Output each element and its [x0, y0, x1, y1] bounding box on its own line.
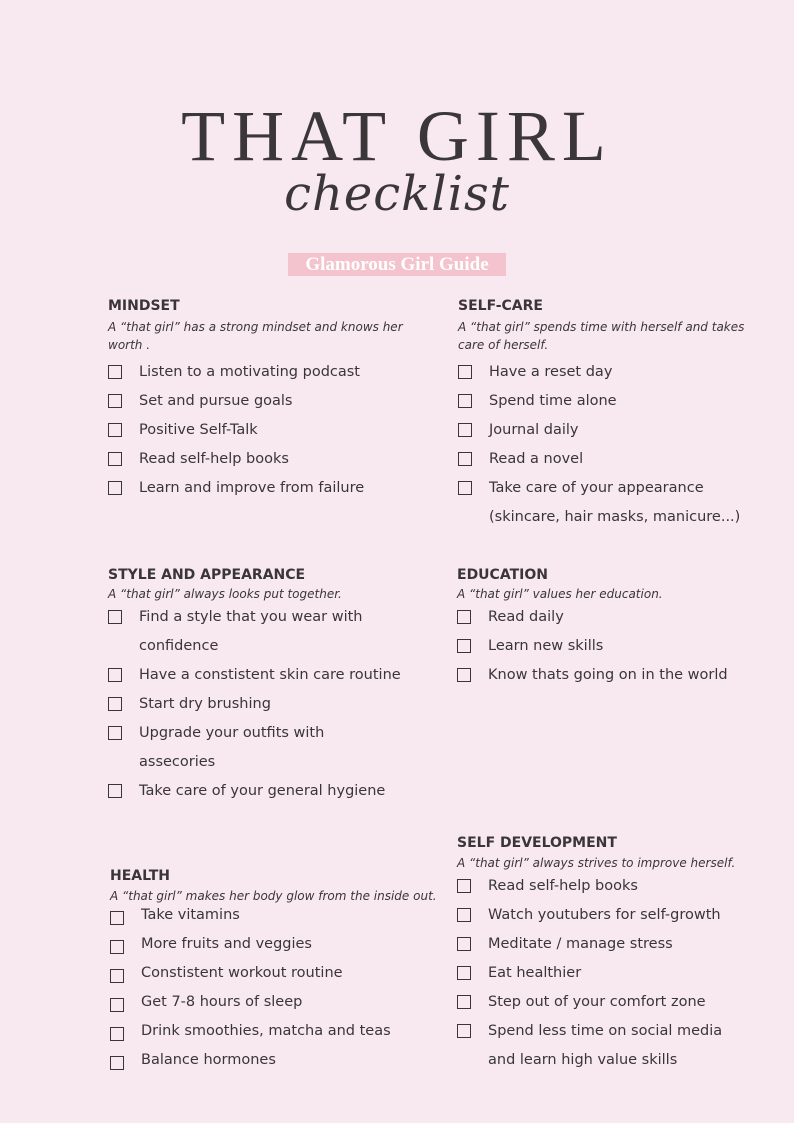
checklist-item[interactable] [108, 603, 408, 661]
item-label: Take care of your appearance (skincare, hair masks, manicure...) [489, 480, 741, 525]
item-label: Read self-help books [139, 451, 289, 467]
item-label: Step out of your comfort zone [488, 994, 706, 1010]
item-label: Get 7-8 hours of sleep [141, 994, 303, 1010]
checkbox[interactable] [458, 452, 472, 466]
checklist-item[interactable] [108, 777, 408, 806]
checklist-item[interactable] [458, 445, 768, 474]
checklist-item[interactable] [108, 474, 408, 503]
item-label: Know thats going on in the world [488, 667, 728, 683]
checkbox[interactable] [110, 940, 124, 954]
checklist-item[interactable] [457, 988, 767, 1017]
checkbox[interactable] [110, 1056, 124, 1070]
section-description: A “that girl” spends time with herself and takes care of herself. [458, 320, 745, 352]
checklist-item[interactable] [108, 690, 408, 719]
section-title: HEALTH [110, 868, 170, 884]
section-title: SELF DEVELOPMENT [457, 835, 617, 851]
checkbox[interactable] [458, 481, 472, 495]
section-education [457, 566, 767, 690]
checklist-item[interactable] [457, 632, 767, 661]
checkbox[interactable] [457, 639, 471, 653]
item-label: Upgrade your outfits with assecories [139, 725, 325, 770]
checkbox[interactable] [108, 394, 122, 408]
checkbox[interactable] [108, 784, 122, 798]
item-label: More fruits and veggies [141, 936, 312, 952]
checklist-item[interactable] [108, 358, 408, 387]
checkbox[interactable] [110, 998, 124, 1012]
item-label: Spend less time on social media and learn high value skills [488, 1023, 723, 1068]
checkbox[interactable] [108, 726, 122, 740]
checklist-item[interactable] [108, 445, 408, 474]
checkbox[interactable] [458, 423, 472, 437]
checklist-item[interactable] [108, 661, 408, 690]
checklist-item[interactable] [110, 901, 440, 930]
section-description: A “that girl” values her education. [457, 587, 663, 601]
section-health [110, 867, 440, 1075]
checkbox[interactable] [457, 668, 471, 682]
item-label: Meditate / manage stress [488, 936, 673, 952]
checklist-item[interactable] [458, 387, 768, 416]
checkbox[interactable] [458, 394, 472, 408]
item-label: Set and pursue goals [139, 393, 293, 409]
checklist-item[interactable] [110, 1017, 440, 1046]
checklist-item[interactable] [108, 416, 408, 445]
checklist-item[interactable] [110, 1046, 440, 1075]
checkbox[interactable] [108, 481, 122, 495]
item-label: Balance hormones [141, 1052, 276, 1068]
checkbox[interactable] [457, 879, 471, 893]
item-label: Spend time alone [489, 393, 617, 409]
section-description: A “that girl” always looks put together. [108, 587, 342, 601]
checklist-item[interactable] [457, 872, 767, 901]
checklist-item[interactable] [457, 959, 767, 988]
checkbox[interactable] [108, 423, 122, 437]
checkbox[interactable] [110, 969, 124, 983]
checkbox[interactable] [108, 610, 122, 624]
checkbox[interactable] [108, 697, 122, 711]
checkbox[interactable] [110, 1027, 124, 1041]
item-label: Learn new skills [488, 638, 604, 654]
checklist-item[interactable] [108, 387, 408, 416]
section-title: STYLE AND APPEARANCE [108, 567, 306, 583]
item-label: Take care of your general hygiene [139, 783, 386, 799]
page-title: THAT GIRL [181, 96, 613, 176]
checkbox[interactable] [110, 911, 124, 925]
section-self-development [457, 834, 767, 1075]
checkbox[interactable] [457, 908, 471, 922]
section-self-care [458, 297, 768, 532]
checkbox[interactable] [457, 966, 471, 980]
checklist-item[interactable] [110, 988, 440, 1017]
item-label: Start dry brushing [139, 696, 271, 712]
item-label: Read a novel [489, 451, 584, 467]
checklist-item[interactable] [110, 930, 440, 959]
section-mindset [108, 297, 408, 503]
item-label: Have a constistent skin care routine [139, 667, 401, 683]
checkbox[interactable] [457, 610, 471, 624]
item-label: Read daily [488, 609, 564, 625]
item-label: Drink smoothies, matcha and teas [141, 1023, 391, 1039]
item-label: Journal daily [489, 422, 579, 438]
checklist-item[interactable] [457, 603, 767, 632]
page-subtitle: checklist [284, 166, 510, 222]
item-label: Learn and improve from failure [139, 480, 365, 496]
checklist-item[interactable] [457, 901, 767, 930]
item-label: Watch youtubers for self-growth [488, 907, 721, 923]
item-label: Eat healthier [488, 965, 582, 981]
checklist-item[interactable] [457, 1017, 767, 1075]
checklist-item[interactable] [458, 474, 768, 532]
checkbox[interactable] [108, 452, 122, 466]
checkbox[interactable] [108, 365, 122, 379]
section-title: EDUCATION [457, 567, 548, 583]
checklist-item[interactable] [458, 416, 768, 445]
item-label: Positive Self-Talk [139, 422, 258, 438]
item-label: Have a reset day [489, 364, 613, 380]
checkbox[interactable] [108, 668, 122, 682]
item-label: Find a style that you wear with confidence [139, 609, 363, 654]
section-description: A “that girl” has a strong mindset and knows her worth . [108, 320, 403, 352]
section-title: MINDSET [108, 298, 180, 314]
item-label: Take vitamins [141, 907, 240, 923]
checkbox[interactable] [458, 365, 472, 379]
checklist-item[interactable] [108, 719, 408, 777]
checkbox[interactable] [457, 1024, 471, 1038]
section-description: A “that girl” always strives to improve herself. [457, 856, 736, 870]
item-label: Listen to a motivating podcast [139, 364, 360, 380]
checklist-item[interactable] [457, 930, 767, 959]
section-title: SELF-CARE [458, 298, 543, 314]
item-label: Read self-help books [488, 878, 638, 894]
checklist-item[interactable] [110, 959, 440, 988]
section-style-appearance [108, 566, 408, 806]
section-description: A “that girl” makes her body glow from the inside out. [110, 889, 437, 903]
brand-label: Glamorous Girl Guide [288, 253, 506, 276]
checklist-item[interactable] [457, 661, 767, 690]
item-label: Constistent workout routine [141, 965, 343, 981]
checkbox[interactable] [457, 937, 471, 951]
checkbox[interactable] [457, 995, 471, 1009]
checklist-item[interactable] [458, 358, 768, 387]
